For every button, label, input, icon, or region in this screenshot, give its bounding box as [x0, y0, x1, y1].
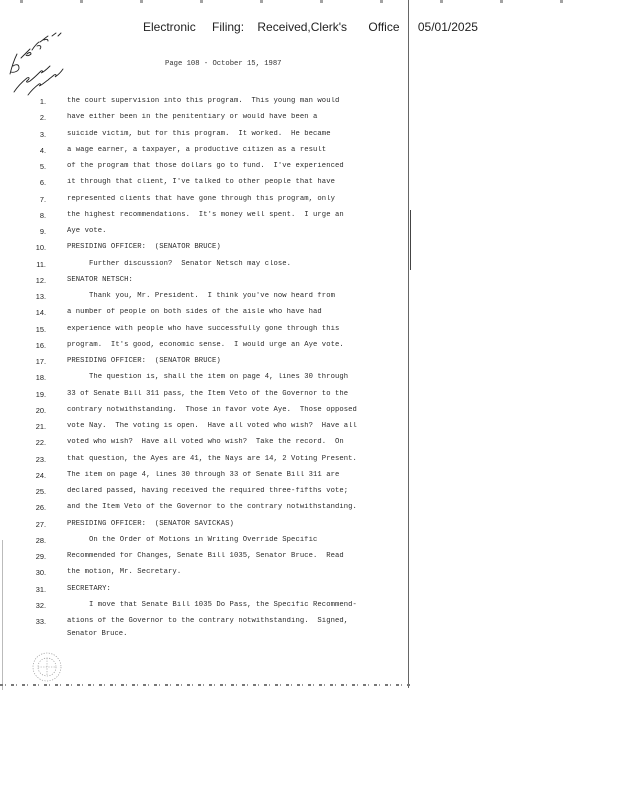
- line-text: suicide victim, but for this program. It worked. He became: [67, 129, 331, 138]
- transcript-line: [0, 357, 400, 371]
- transcript-line: [0, 536, 400, 550]
- line-text: 33 of Senate Bill 311 pass, the Item Veto of the Governor to the: [67, 389, 349, 398]
- transcript-line: [0, 406, 400, 420]
- filing-stamp: [143, 20, 478, 34]
- line-text: PRESIDING OFFICER: (SENATOR BRUCE): [67, 357, 221, 365]
- line-number: 13.: [35, 292, 46, 301]
- line-text: contrary notwithstanding. Those in favor vote Aye. Those opposed: [67, 405, 357, 414]
- line-number: 18.: [35, 373, 46, 383]
- line-text: vote Nay. The voting is open. Have all voted who wish? Have all: [67, 422, 357, 430]
- line-text: have either been in the penitentiary or would have been a: [67, 113, 318, 122]
- transcript-line: [0, 552, 400, 566]
- transcript-line: [0, 325, 400, 339]
- line-text: that question, the Ayes are 41, the Nays are 14, 2 Voting Present.: [67, 454, 357, 463]
- transcript-line: [0, 178, 400, 192]
- line-text: declared passed, having received the required three-fifths vote;: [67, 487, 349, 495]
- scan-left-rule: [2, 540, 3, 690]
- transcript-line: [0, 146, 400, 160]
- transcript-line: [0, 276, 400, 290]
- line-number: 3.: [39, 129, 46, 139]
- line-number: 10.: [35, 243, 46, 253]
- line-number: 7.: [39, 194, 46, 204]
- line-text: the motion, Mr. Secretary.: [67, 568, 182, 577]
- transcript-line: [0, 130, 400, 144]
- line-number: 12.: [35, 275, 46, 285]
- line-text: it through that client, I've talked to other people that have: [67, 178, 335, 187]
- transcript-line: [0, 341, 400, 355]
- stamp-part-received: Received,Clerk's: [257, 20, 348, 34]
- line-number: 33.: [35, 617, 46, 626]
- transcript-line: [0, 211, 400, 225]
- line-text: program. It's good, economic sense. I would urge an Aye vote.: [67, 340, 344, 349]
- line-text: Recommended for Changes, Senate Bill 1035, Senator Bruce. Read: [67, 552, 344, 560]
- line-number: 9.: [39, 227, 46, 236]
- transcript-line: [0, 390, 400, 404]
- line-number: 21.: [35, 422, 46, 431]
- transcript-line: [0, 585, 400, 599]
- transcript-line: [0, 292, 400, 306]
- line-text: SECRETARY:: [67, 584, 111, 593]
- line-text: On the Order of Motions in Writing Override Specific: [67, 535, 318, 544]
- line-number: 14.: [35, 308, 46, 318]
- line-text: experience with people who have successfully gone through this: [67, 324, 340, 333]
- transcript-line: [0, 617, 400, 631]
- line-text: a number of people on both sides of the aisle who have had: [67, 308, 322, 317]
- stamp-date: 05/01/2025: [417, 20, 478, 34]
- scan-bottom-edge: [0, 684, 412, 686]
- line-text: The question is, shall the item on page 4, lines 30 through: [67, 373, 349, 382]
- line-number: 30.: [35, 568, 46, 578]
- line-number: 6.: [39, 178, 46, 188]
- line-text: Aye vote.: [67, 227, 107, 235]
- closing-line: Senator Bruce.: [67, 630, 128, 638]
- line-number: 19.: [35, 389, 46, 399]
- transcript-line: [0, 260, 400, 274]
- scan-right-rule: [408, 0, 409, 688]
- transcript-line: [0, 195, 400, 209]
- line-number: 29.: [35, 552, 46, 561]
- line-text: Further discussion? Senator Netsch may close.: [67, 259, 292, 268]
- line-text: The item on page 4, lines 30 through 33 of Senate Bill 311 are: [67, 470, 340, 479]
- line-number: 2.: [39, 113, 46, 123]
- line-number: 1.: [39, 97, 46, 106]
- line-number: 31.: [35, 584, 46, 594]
- transcript-line: [0, 455, 400, 469]
- transcript-line: [0, 487, 400, 501]
- line-text: PRESIDING OFFICER: (SENATOR SAVICKAS): [67, 519, 234, 528]
- transcript-line: [0, 243, 400, 257]
- line-text: the court supervision into this program. This young man would: [67, 97, 340, 105]
- transcript-line: [0, 162, 400, 176]
- transcript-line: [0, 471, 400, 485]
- stamp-part-filing: Filing:: [212, 20, 245, 34]
- transcript-line: [0, 422, 400, 436]
- transcript-line: [0, 438, 400, 452]
- line-number: 23.: [35, 454, 46, 464]
- transcript-line: [0, 520, 400, 534]
- line-number: 11.: [36, 259, 46, 269]
- transcript-line: [0, 503, 400, 517]
- line-text: voted who wish? Have all voted who wish? Take the record. On: [67, 438, 344, 447]
- handwritten-note: [4, 22, 72, 97]
- line-text: PRESIDING OFFICER: (SENATOR BRUCE): [67, 243, 221, 252]
- transcript-line: [0, 308, 400, 322]
- line-number: 4.: [39, 145, 46, 155]
- scan-top-edge: [0, 0, 618, 3]
- stamp-part-office: Office: [368, 20, 400, 34]
- transcript-line: [0, 568, 400, 582]
- line-text: the highest recommendations. It's money well spent. I urge an: [67, 210, 344, 219]
- line-text: ations of the Governor to the contrary notwithstanding. Signed,: [67, 617, 349, 625]
- line-text: SENATOR NETSCH:: [67, 275, 133, 284]
- line-number: 26.: [35, 503, 46, 513]
- line-number: 16.: [35, 340, 46, 350]
- line-text: I move that Senate Bill 1035 Do Pass, the Specific Recommend-: [67, 600, 357, 609]
- line-number: 8.: [39, 210, 46, 220]
- transcript-line: [0, 227, 400, 241]
- line-number: 27.: [35, 519, 46, 529]
- transcript-line: [0, 373, 400, 387]
- transcript-line: [0, 113, 400, 127]
- line-number: 28.: [35, 535, 46, 545]
- line-text: a wage earner, a taxpayer, a productive citizen as a result: [67, 145, 327, 154]
- line-number: 22.: [35, 438, 46, 448]
- line-number: 17.: [35, 357, 46, 366]
- line-number: 24.: [35, 470, 46, 480]
- line-number: 15.: [35, 324, 46, 334]
- transcript-line: [0, 97, 400, 111]
- line-number: 32.: [35, 600, 46, 610]
- line-text: and the Item Veto of the Governor to the contrary notwithstanding.: [67, 503, 357, 512]
- line-text: represented clients that have gone through this program, only: [67, 194, 335, 203]
- line-number: 20.: [35, 405, 46, 415]
- page-header: Page 108 - October 15, 1987: [165, 60, 282, 68]
- transcript-line: [0, 601, 400, 615]
- line-text: Thank you, Mr. President. I think you've now heard from: [67, 292, 335, 300]
- line-number: 5.: [39, 162, 46, 171]
- line-text: of the program that those dollars go to fund. I've experienced: [67, 162, 344, 170]
- scan-margin-mark: [410, 210, 411, 270]
- stamp-part-electronic: Electronic: [143, 20, 196, 34]
- faint-seal-icon: [26, 650, 68, 684]
- line-number: 25.: [35, 487, 46, 496]
